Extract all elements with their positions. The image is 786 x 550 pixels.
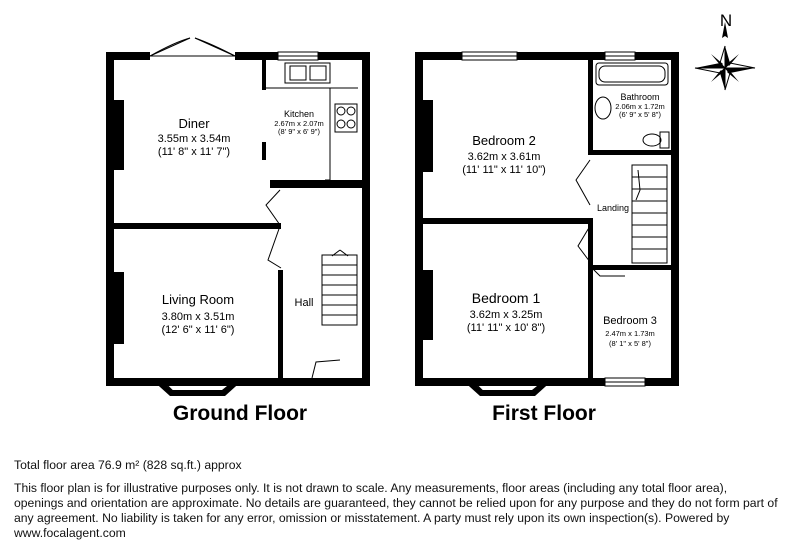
kitchen-dim-ft: (8' 9" x 6' 9") <box>278 127 320 136</box>
bedroom3-label: Bedroom 3 <box>603 315 657 327</box>
hall-label: Hall <box>294 297 314 309</box>
landing-label: Landing <box>596 203 630 213</box>
first-floor-title: First Floor <box>492 402 596 425</box>
bedroom1-dim-m: 3.62m x 3.25m <box>469 309 543 321</box>
kitchen-label: Kitchen <box>283 109 315 119</box>
ground-floor-title: Ground Floor <box>172 402 308 425</box>
diner-dim-m: 3.55m x 3.54m <box>157 133 231 145</box>
bathroom-dim-m: 2.06m x 1.72m <box>615 102 665 111</box>
bedroom1-dim-ft: (11' 11" x 10' 8") <box>466 322 546 334</box>
bathroom-dim-ft: (6' 9" x 5' 8") <box>619 110 661 119</box>
bedroom2-dim-m: 3.62m x 3.61m <box>467 151 541 163</box>
compass-rose-icon <box>695 22 755 90</box>
diner-label: Diner <box>178 116 210 131</box>
bedroom3-dim-ft: (8' 1" x 5' 8") <box>609 339 651 348</box>
ground-floor-plan <box>106 38 370 396</box>
disclaimer-text: This floor plan is for illustrative purposes only. It is not drawn to scale. Any measurements, floor areas (including any total floor area), openings and orientation are approximate. No details are guaranteed, they cannot be relied upon for any purpose and they do not form part of any agreement. No liability is taken for any error, omission or misstatement. A party must rely upon its own inspection(s). Powered by www.focalagent.com <box>14 481 778 540</box>
living-room-dim-ft: (12' 6" x 11' 6") <box>161 324 235 336</box>
living-room-label: Living Room <box>161 292 235 307</box>
bathroom-label: Bathroom <box>620 92 660 102</box>
bedroom3-dim-m: 2.47m x 1.73m <box>605 329 655 338</box>
total-floor-area: Total floor area 76.9 m² (828 sq.ft.) approx <box>14 458 242 472</box>
diner-dim-ft: (11' 8" x 11' 7") <box>157 146 231 158</box>
living-room-dim-m: 3.80m x 3.51m <box>161 311 235 323</box>
bedroom2-dim-ft: (11' 11" x 11' 10") <box>462 164 546 176</box>
compass-label: N <box>719 11 733 30</box>
bedroom2-label: Bedroom 2 <box>472 133 536 148</box>
bedroom1-label: Bedroom 1 <box>471 290 541 306</box>
kitchen-dim-m: 2.67m x 2.07m <box>274 119 324 128</box>
